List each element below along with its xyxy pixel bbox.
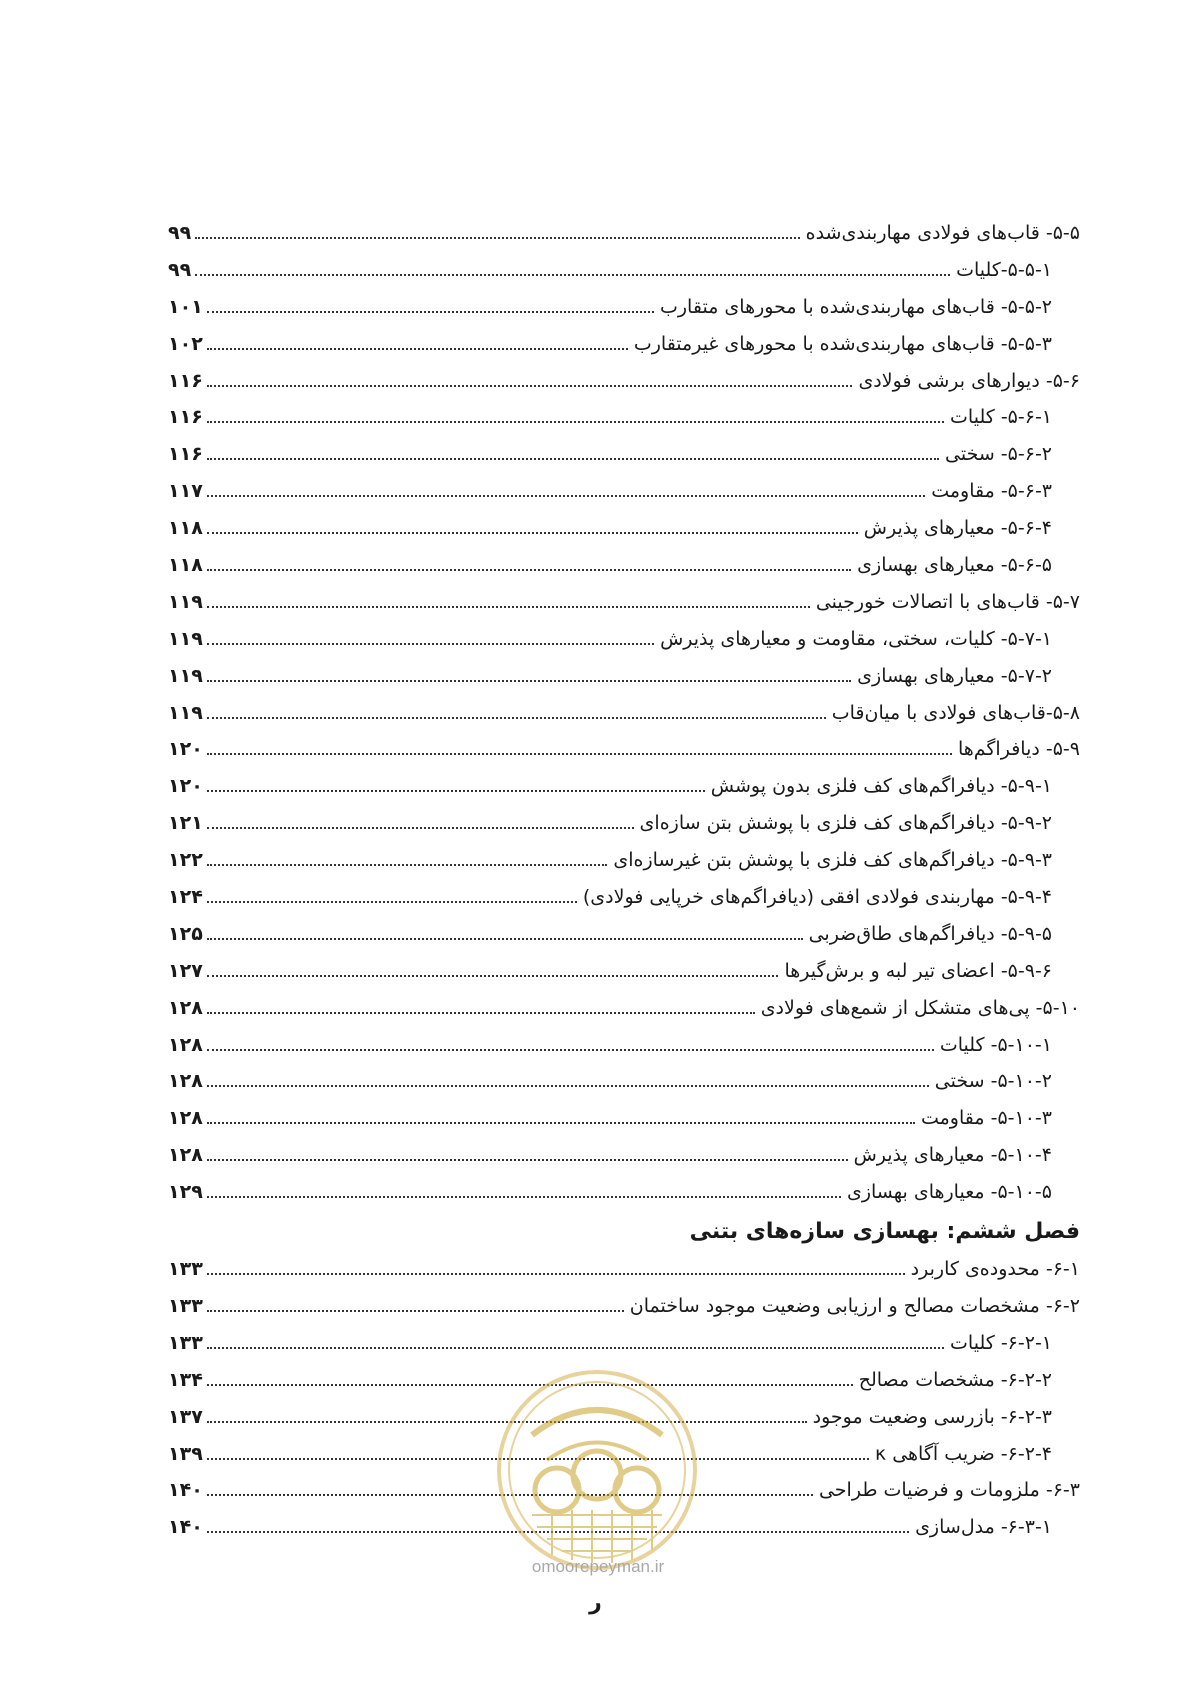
toc-entry (168, 363, 1080, 400)
toc-entry-title: ۵-۱۰-۱- کلیات (939, 1033, 1052, 1056)
toc-entry (168, 1288, 1080, 1325)
dot-leader (207, 975, 779, 977)
toc-entry-title: ۵-۹-۱- دیافراگم‌های کف فلزی بدون پوشش (710, 775, 1052, 798)
toc-entry-title: ۵-۸-قاب‌های فولادی با میان‌قاب (831, 701, 1080, 724)
toc-entry-page: ۱۱۹ (168, 701, 203, 724)
toc-entry-title: ۵-۹-۶- اعضای تیر لبه و برش‌گیرها (784, 959, 1052, 982)
toc-entry (168, 990, 1080, 1027)
toc-entry-page: ۱۳۳ (168, 1331, 203, 1354)
toc-entry-page: ۱۱۸ (168, 517, 203, 540)
toc-entry-page: ۱۴۰ (168, 1516, 203, 1539)
toc-entry-page: ۱۲۸ (168, 1033, 203, 1056)
toc-entry-title: ۵-۶-۵- معیارهای بهسازی (857, 554, 1052, 577)
toc-entry (168, 1251, 1080, 1288)
toc-entry-page: ۱۱۸ (168, 554, 203, 577)
toc-entry (168, 289, 1080, 326)
toc-entry-title: ۶-۲-۲- مشخصات مصالح (858, 1368, 1052, 1391)
toc-entry-title: ۵-۵- قاب‌های فولادی مهاربندی‌شده (805, 222, 1080, 244)
dot-leader (207, 1122, 915, 1124)
toc-entry-page: ۱۰۲ (168, 332, 203, 355)
toc-entry-page: ۱۲۲ (168, 849, 203, 872)
toc-entry-page: ۱۱۶ (168, 443, 203, 466)
toc-entry-page: ۱۲۰ (168, 738, 203, 761)
toc-entry-page: ۱۲۹ (168, 1181, 203, 1204)
toc-entry-page: ۱۱۷ (168, 480, 203, 503)
dot-leader (207, 1159, 848, 1161)
dot-leader (207, 827, 634, 829)
table-of-contents (168, 215, 1080, 1546)
toc-entry (168, 436, 1080, 473)
toc-entry-page: ۱۳۹ (168, 1442, 203, 1465)
toc-entry-page: ۱۴۰ (168, 1479, 203, 1502)
toc-entry-page: ۱۳۳ (168, 1258, 203, 1281)
toc-entry (168, 215, 1080, 252)
chapter-heading: فصل ششم: بهسازی سازه‌های بتنی (689, 1219, 1080, 1245)
toc-entries-chapter-5 (168, 215, 1080, 1211)
toc-entry-title: ۵-۷-۱- کلیات، سختی، مقاومت و معیارهای پذیرش (660, 627, 1052, 650)
dot-leader (207, 643, 654, 645)
toc-entry-page: ۱۱۹ (168, 627, 203, 650)
toc-entry-page: ۱۲۸ (168, 996, 203, 1019)
toc-entry-title: ۵-۶-۴- معیارهای پذیرش (863, 517, 1052, 540)
dot-leader (207, 1012, 755, 1014)
toc-entry (168, 842, 1080, 879)
toc-entry (168, 326, 1080, 363)
toc-entry-title: ۵-۹-۲- دیافراگم‌های کف فلزی با پوشش بتن سازه‌ای (639, 812, 1052, 835)
toc-entry (168, 916, 1080, 953)
dot-leader (207, 864, 608, 866)
toc-entry-page: ۱۱۶ (168, 406, 203, 429)
toc-entry-page: ۱۰۱ (168, 295, 203, 318)
toc-entry (168, 768, 1080, 805)
toc-entry-page: ۹۹ (168, 222, 192, 244)
toc-entry-title: ۶-۲-۴- ضریب آگاهی κ (874, 1442, 1052, 1465)
page-number: ر (589, 1590, 602, 1615)
toc-entry-page: ۱۲۸ (168, 1144, 203, 1167)
dot-leader (207, 1196, 841, 1198)
toc-entry (168, 547, 1080, 584)
dot-leader (207, 1085, 929, 1087)
toc-entry (168, 1174, 1080, 1211)
watermark-url: omoorepeyman.ir (531, 1557, 665, 1576)
toc-entry-page: ۱۲۸ (168, 1107, 203, 1130)
dot-leader (207, 717, 826, 719)
omoorepeyman-logo-watermark (492, 1365, 702, 1575)
toc-entry-title: ۶-۲- مشخصات مصالح و ارزیابی وضعیت موجود ساختمان (629, 1294, 1080, 1317)
dot-leader (207, 606, 810, 608)
toc-entry-title: ۵-۶-۲- سختی (945, 443, 1052, 466)
toc-entry-title: ۵-۷-۲- معیارهای بهسازی (857, 664, 1052, 687)
toc-entry (168, 510, 1080, 547)
toc-entry-title: ۶-۳- ملزومات و فرضیات طراحی (818, 1479, 1080, 1502)
toc-entry-page: ۱۳۴ (168, 1368, 203, 1391)
toc-entry-title: ۵-۱۰-۴- معیارهای پذیرش (853, 1144, 1052, 1167)
toc-entry (168, 252, 1080, 289)
toc-entry-title: ۵-۷- قاب‌های با اتصالات خورجینی (815, 590, 1080, 613)
dot-leader (207, 311, 654, 313)
toc-entry-page: ۹۹ (168, 258, 192, 281)
toc-entry (168, 805, 1080, 842)
toc-entry-title: ۵-۵-۱-کلیات (956, 258, 1052, 281)
toc-entry (168, 695, 1080, 732)
toc-entry-title: ۵-۵-۳- قاب‌های مهاربندی‌شده با محورهای غیرمتقارب (633, 332, 1052, 355)
toc-entry (168, 1325, 1080, 1362)
toc-entry-page: ۱۱۶ (168, 369, 203, 392)
dot-leader (207, 1310, 624, 1312)
toc-entry (168, 584, 1080, 621)
toc-entry-title: ۶-۲-۱- کلیات (950, 1331, 1052, 1354)
toc-entry-page: ۱۲۱ (168, 812, 203, 835)
toc-entry-title: ۵-۶- دیوارهای برشی فولادی (858, 369, 1080, 392)
toc-entry-title: ۶-۲-۳- بازرسی وضعیت موجود (812, 1405, 1052, 1428)
dot-leader (207, 532, 858, 534)
toc-entry-page: ۱۱۹ (168, 664, 203, 687)
toc-entry (168, 1100, 1080, 1137)
dot-leader (207, 1273, 905, 1275)
toc-entry-page: ۱۲۵ (168, 922, 203, 945)
toc-entry-title: ۵-۹- دیافراگم‌ها (957, 738, 1080, 761)
dot-leader (195, 274, 950, 276)
toc-entry-title: ۵-۱۰-۲- سختی (934, 1070, 1052, 1093)
toc-entry-title: ۶-۳-۱- مدل‌سازی (915, 1516, 1052, 1539)
toc-entry (168, 621, 1080, 658)
toc-entry-title: ۵-۱۰-۳- مقاومت (920, 1107, 1052, 1130)
toc-entry-title: ۵-۵-۲- قاب‌های مهاربندی‌شده با محورهای متقارب (660, 295, 1052, 318)
toc-entry-title: ۵-۶-۱- کلیات (950, 406, 1052, 429)
toc-entry-page: ۱۲۸ (168, 1070, 203, 1093)
dot-leader (207, 680, 851, 682)
toc-entry-page: ۱۲۰ (168, 775, 203, 798)
toc-entry (168, 399, 1080, 436)
dot-leader (207, 790, 705, 792)
toc-entry-page: ۱۲۷ (168, 959, 203, 982)
toc-entry (168, 473, 1080, 510)
dot-leader (207, 348, 628, 350)
dot-leader (207, 1049, 934, 1051)
toc-entry-title: ۵-۹-۳- دیافراگم‌های کف فلزی با پوشش بتن غیرسازه‌ای (613, 849, 1052, 872)
toc-entry-title: ۵-۱۰- پی‌های متشکل از شمع‌های فولادی (760, 996, 1080, 1019)
toc-entry (168, 953, 1080, 990)
toc-entry-title: ۵-۶-۳- مقاومت (931, 480, 1052, 503)
toc-entry-title: ۵-۹-۵- دیافراگم‌های طاق‌ضربی (808, 922, 1052, 945)
dot-leader (207, 458, 939, 460)
dot-leader (207, 385, 853, 387)
dot-leader (207, 901, 577, 903)
dot-leader (207, 569, 851, 571)
toc-entry-page: ۱۱۹ (168, 590, 203, 613)
toc-entry-title: ۵-۹-۴- مهاربندی فولادی افقی (دیافراگم‌های خرپایی فولادی) (582, 886, 1052, 909)
toc-entry (168, 658, 1080, 695)
toc-entry-title: ۵-۱۰-۵- معیارهای بهسازی (846, 1181, 1052, 1204)
toc-entry (168, 1063, 1080, 1100)
toc-entry (168, 1137, 1080, 1174)
toc-entry (168, 731, 1080, 768)
toc-entry (168, 879, 1080, 916)
dot-leader (195, 237, 799, 239)
toc-entry-title: ۶-۱- محدوده‌ی کاربرد (910, 1258, 1080, 1281)
dot-leader (207, 421, 944, 423)
dot-leader (207, 1347, 944, 1349)
dot-leader (207, 938, 803, 940)
toc-entry (168, 1027, 1080, 1064)
toc-entry-page: ۱۳۷ (168, 1405, 203, 1428)
dot-leader (207, 495, 925, 497)
dot-leader (207, 753, 952, 755)
toc-entry-page: ۱۳۳ (168, 1294, 203, 1317)
toc-entry-page: ۱۲۴ (168, 886, 203, 909)
